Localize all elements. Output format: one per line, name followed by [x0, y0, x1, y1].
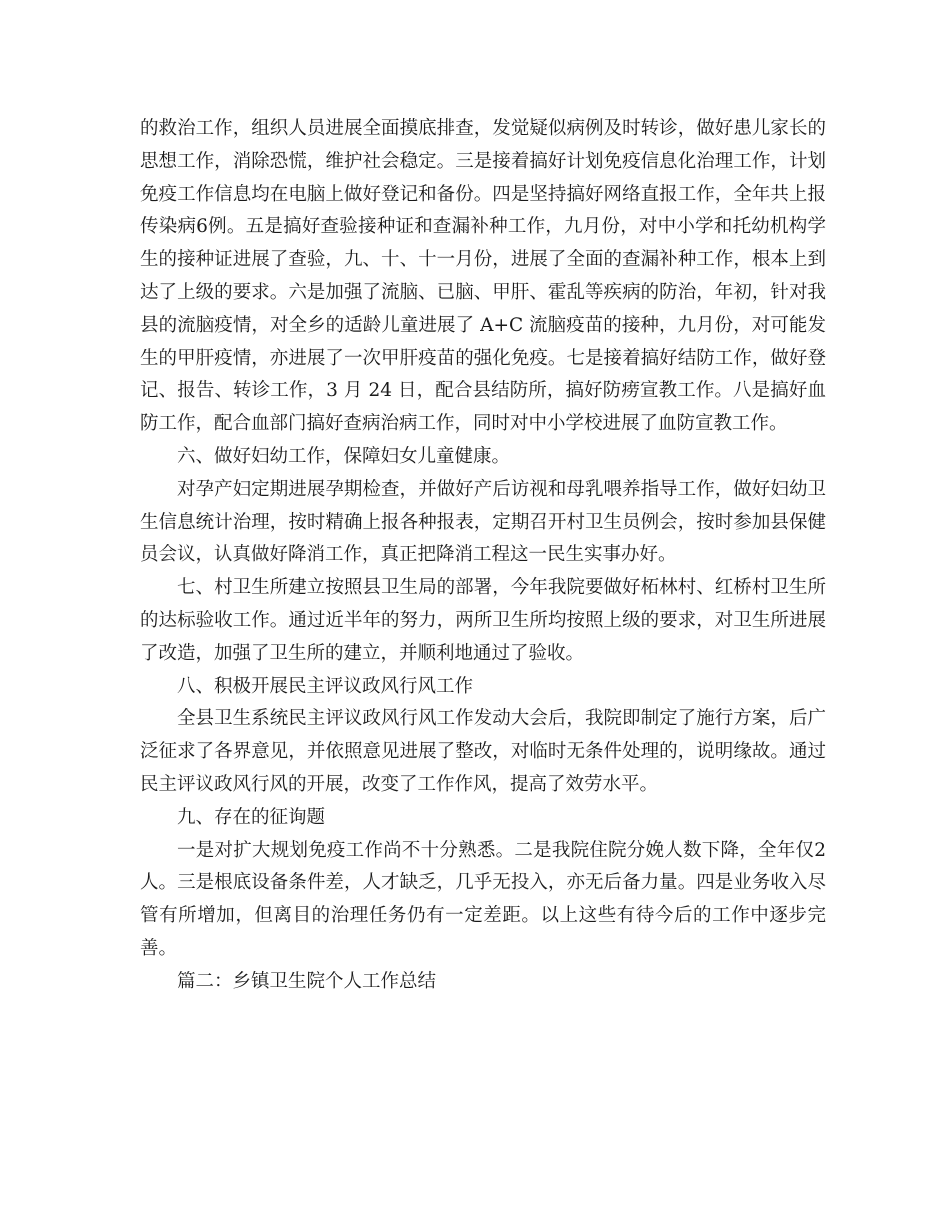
- document-body: [140, 113, 826, 999]
- paragraph-continuation: 的救治工作，组织人员进展全面摸底排查，发觉疑似病例及时转诊，做好患儿家长的思想工作，消除恐慌，维护社会稳定。三是接着搞好计划免疫信息化治理工作，计划免疫工作信息均在电脑上做好登记和备份。四是坚持搞好网络直报工作，全年共上报传染病6例。五是搞好查验接种证和查漏补种工作，九月份，对中小学和托幼机构学生的接种证进展了查验，九、十、十一月份，进展了全面的查漏补种工作，根本上到达了上级的要求。六是加强了流脑、已脑、甲肝、霍乱等疾病的防治，年初，针对我县的流脑疫情，对全乡的适龄儿童进展了 A+C 流脑疫苗的接种，九月份，对可能发生的甲肝疫情，亦进展了一次甲肝疫苗的强化免疫。七是接着搞好结防工作，做好登记、报告、转诊工作，3 月 24 日，配合县结防所，搞好防痨宣教工作。八是搞好血防工作，配合血部门搞好查病治病工作，同时对中小学校进展了血防宣教工作。: [140, 118, 826, 435]
- section-heading-6: 六、做好妇幼工作，保障妇女儿童健康。: [177, 445, 511, 467]
- paragraph-maternal-child: 对孕产妇定期进展孕期检查，并做好产后访视和母乳喂养指导工作，做好妇幼卫生信息统计治理，按时精确上报各种报表，定期召开村卫生员例会，按时参加县保健员会议，认真做好降消工作，真正把降消工程这一民生实事办好。: [140, 478, 826, 566]
- paragraph-evaluation: 全县卫生系统民主评议政风行风工作发动大会后，我院即制定了施行方案，后广泛征求了各界意见，并依照意见进展了整改，对临时无条件处理的，说明缘故。通过民主评议政风行风的开展，改变了工作作风，提高了效劳水平。: [140, 708, 826, 795]
- paragraph-problems: 一是对扩大规划免疫工作尚不十分熟悉。二是我院住院分娩人数下降，全年仅2 人。三是根底设备条件差，人才缺乏，几乎无投入，亦无后备力量。四是业务收入尽管有所增加，但离目的治理任务仍有一定差距。以上这些有待今后的工作中逐步完善。: [140, 839, 826, 959]
- next-article-title: 篇二：乡镇卫生院个人工作总结: [177, 970, 437, 992]
- section-heading-9: 九、存在的征询题: [177, 806, 326, 828]
- paragraph-village-clinic: 七、村卫生所建立按照县卫生局的部署，今年我院要做好柘林村、红桥村卫生所的达标验收工作。通过近半年的努力，两所卫生所均按照上级的要求，对卫生所进展了改造，加强了卫生所的建立，并顺利地通过了验收。: [140, 577, 826, 664]
- section-heading-8: 八、积极开展民主评议政风行风工作: [177, 675, 474, 697]
